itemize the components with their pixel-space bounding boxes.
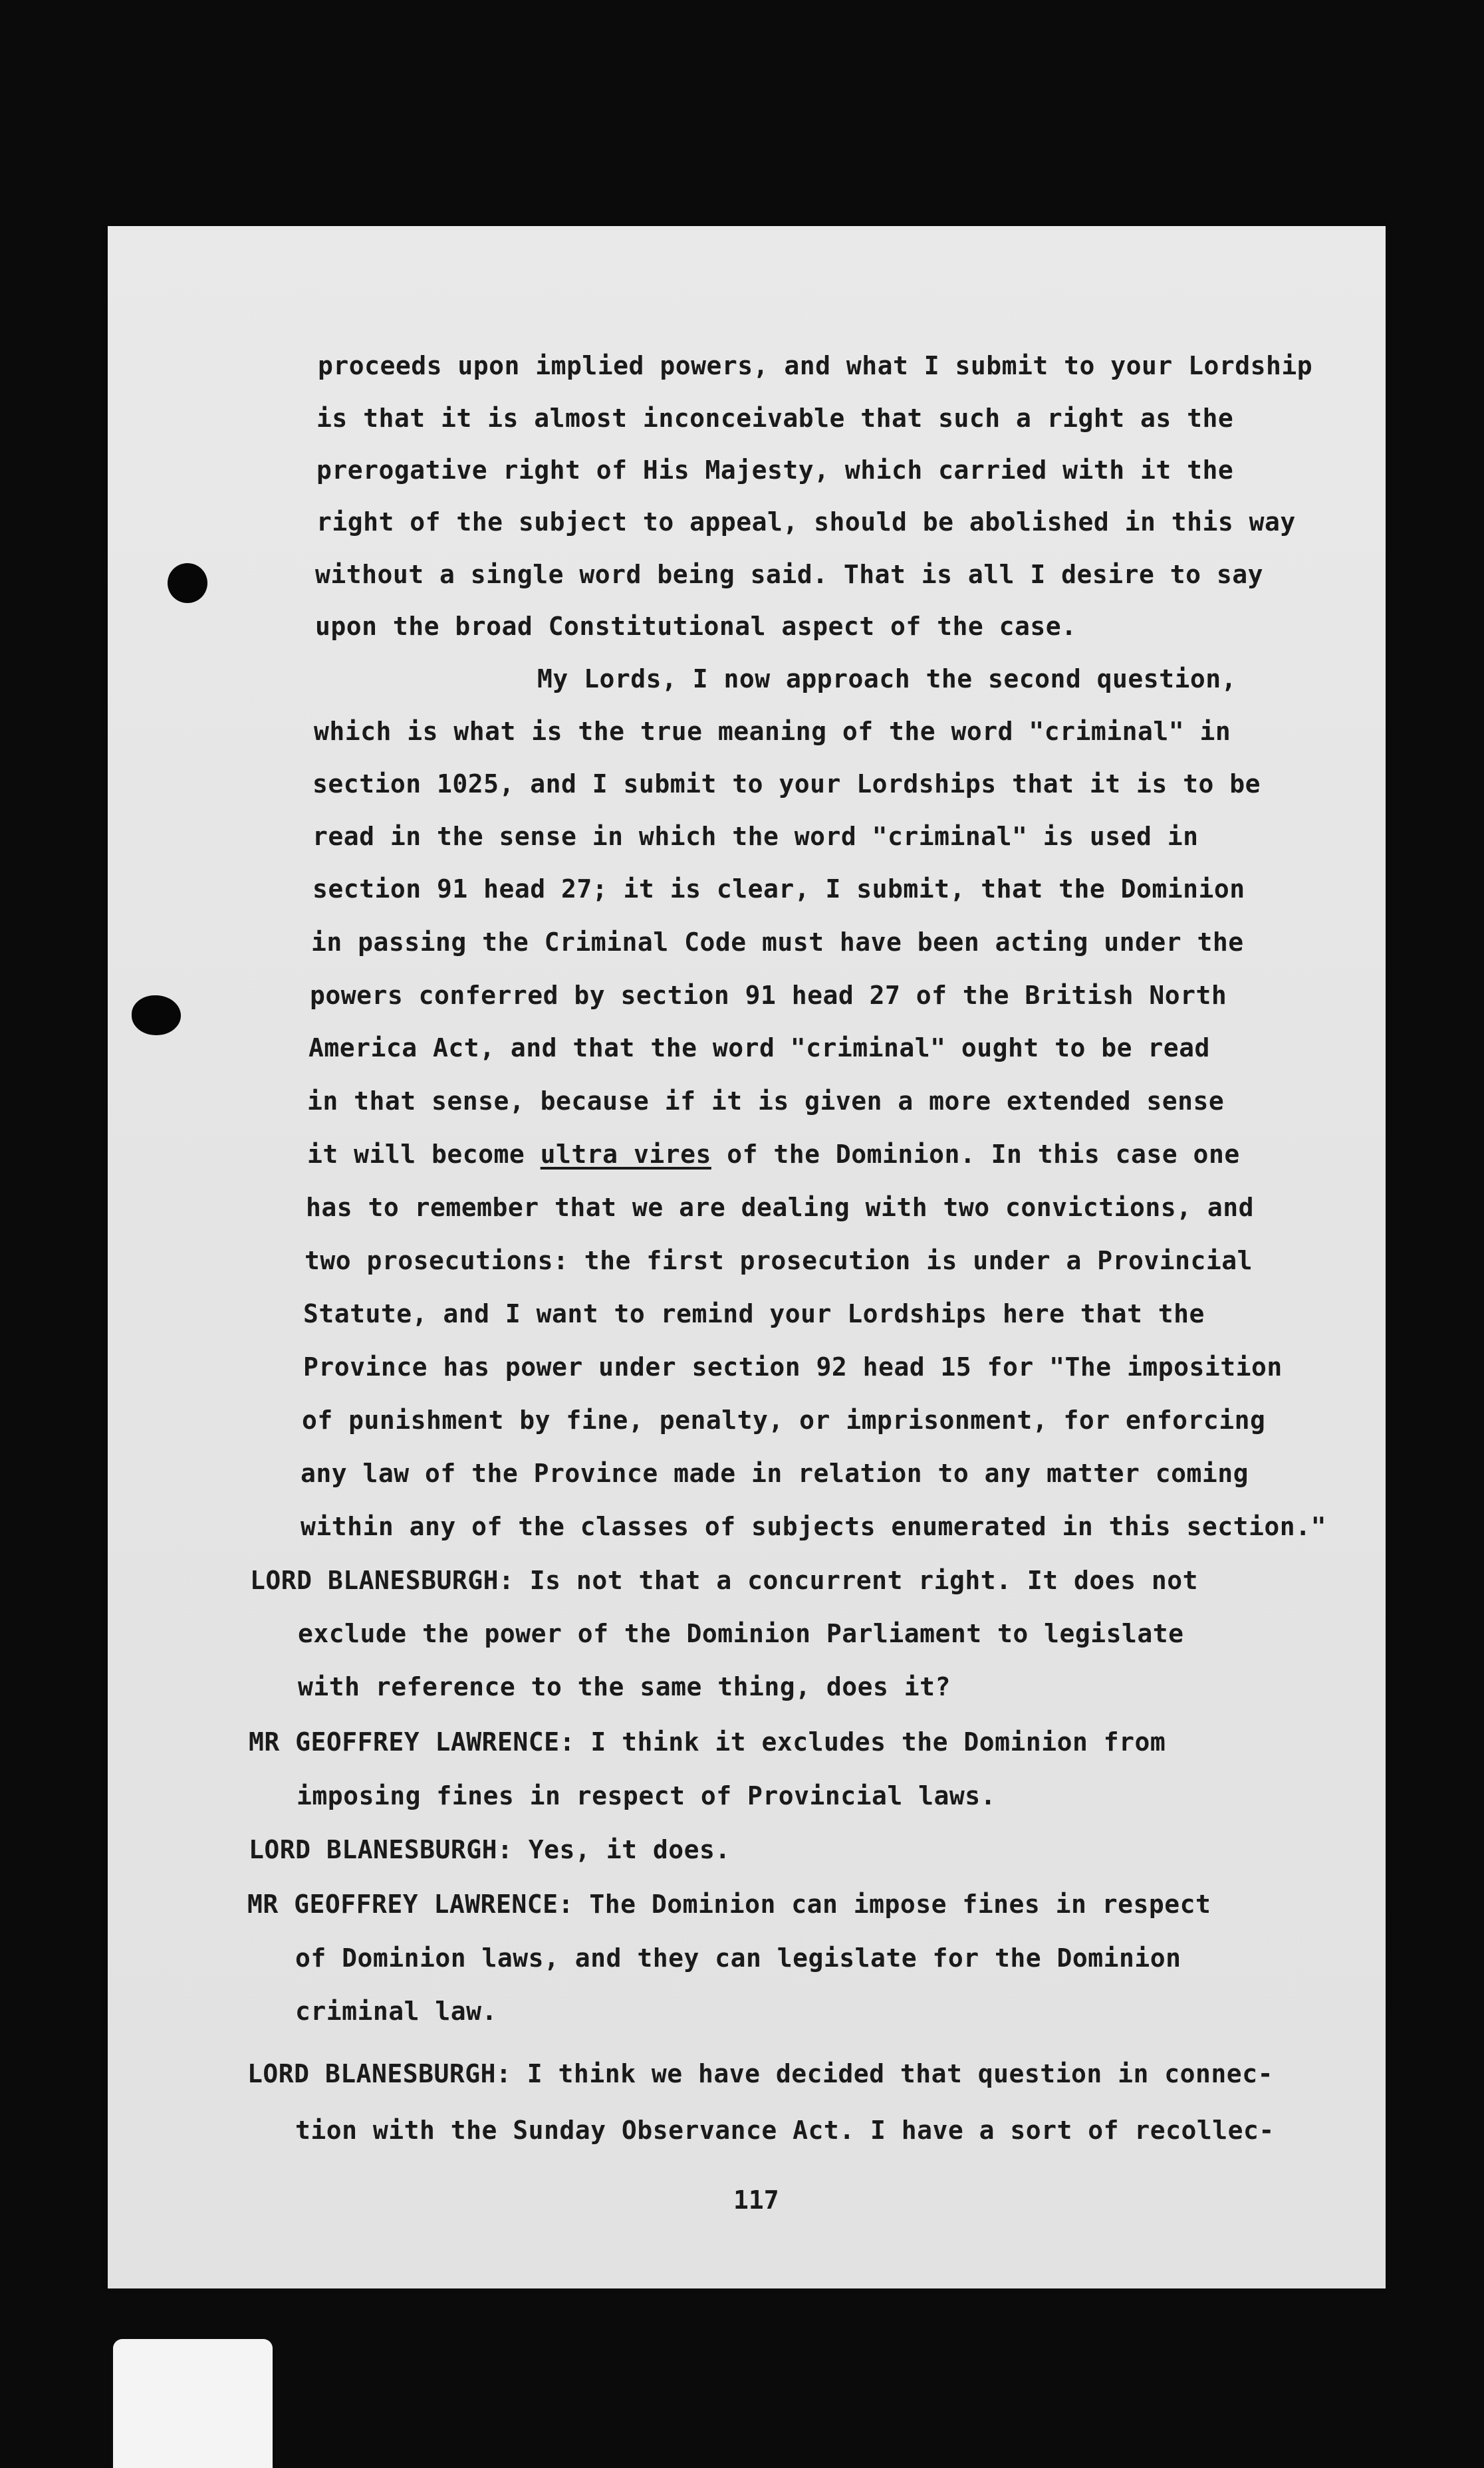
text-line: in passing the Criminal Code must have been acting under the (311, 927, 1244, 957)
underlined-phrase: ultra vires (540, 1140, 711, 1169)
text-line: exclude the power of the Dominion Parliament to legislate (298, 1619, 1184, 1648)
punch-hole (132, 995, 181, 1035)
text-line: is that it is almost inconceivable that such a right as the (316, 404, 1234, 433)
text-line: any law of the Province made in relation to any matter coming (301, 1459, 1249, 1488)
text-line: right of the subject to appeal, should be abolished in this way (316, 507, 1296, 537)
text-line: of Dominion laws, and they can legislate for the Dominion (295, 1943, 1181, 1973)
text-line: prerogative right of His Majesty, which carried with it the (316, 455, 1234, 485)
text-line: which is what is the true meaning of the word "criminal" in (314, 717, 1231, 746)
text-line: Province has power under section 92 head 15 for "The imposition (303, 1352, 1283, 1382)
text-line: in that sense, because if it is given a more extended sense (307, 1086, 1225, 1116)
speaker-line: MR GEOFFREY LAWRENCE: I think it excludes the Dominion from (249, 1727, 1166, 1757)
text-line: section 91 head 27; it is clear, I submit, that the Dominion (312, 874, 1245, 904)
speaker-line: LORD BLANESBURGH: Is not that a concurrent right. It does not (250, 1566, 1199, 1595)
page-number: 117 (733, 2185, 779, 2215)
text-line: powers conferred by section 91 head 27 of the British North (310, 981, 1227, 1010)
speaker-line: LORD BLANESBURGH: Yes, it does. (249, 1835, 731, 1864)
text-line: tion with the Sunday Observance Act. I have a sort of recollec- (295, 2116, 1275, 2145)
text-line: within any of the classes of subjects enumerated in this section." (301, 1512, 1326, 1541)
speaker-line: MR GEOFFREY LAWRENCE: The Dominion can impose fines in respect (247, 1890, 1211, 1919)
text-line: read in the sense in which the word "criminal" is used in (312, 822, 1199, 851)
text-line: of punishment by fine, penalty, or imprisonment, for enforcing (302, 1406, 1266, 1435)
text-line: upon the broad Constitutional aspect of the case. (315, 612, 1077, 641)
punch-hole (168, 563, 207, 603)
text-line: has to remember that we are dealing with two convictions, and (306, 1193, 1255, 1222)
text-segment: it will become (307, 1140, 541, 1169)
text-line: Statute, and I want to remind your Lordships here that the (303, 1299, 1205, 1328)
text-line: America Act, and that the word "criminal" ought to be read (309, 1033, 1210, 1062)
text-line: with reference to the same thing, does it? (298, 1672, 951, 1701)
speaker-line: LORD BLANESBURGH: I think we have decided that question in connec- (247, 2059, 1273, 2088)
text-line: imposing fines in respect of Provincial laws. (297, 1781, 997, 1810)
text-line: without a single word being said. That is all I desire to say (315, 560, 1264, 589)
text-line: two prosecutions: the first prosecution is under a Provincial (305, 1246, 1253, 1275)
text-line: section 1025, and I submit to your Lordships that it is to be (312, 769, 1261, 799)
text-line (307, 1142, 1240, 1167)
text-line: criminal law. (295, 1997, 497, 2026)
text-line: proceeds upon implied powers, and what I submit to your Lordship (318, 351, 1313, 380)
film-label-tab (113, 2339, 273, 2468)
text-line: My Lords, I now approach the second question, (537, 664, 1237, 693)
text-segment: of the Dominion. In this case one (711, 1140, 1240, 1169)
